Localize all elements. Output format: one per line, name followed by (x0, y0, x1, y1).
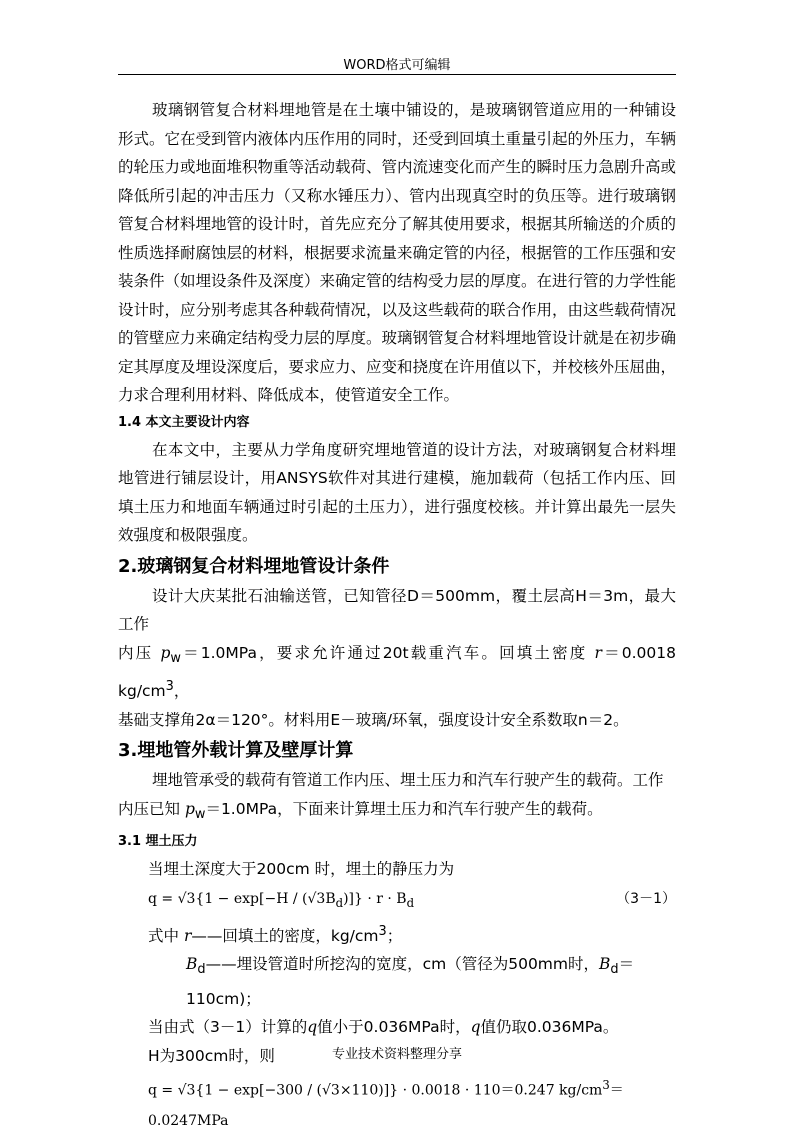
text-fragment: ； (386, 926, 403, 945)
symbol-q: q (470, 1018, 481, 1037)
text-fragment: ＝110cm)； (186, 955, 635, 1008)
page-header: WORD格式可编辑 (343, 58, 451, 73)
subscript-d: d (197, 962, 206, 978)
symbol-r: r (183, 926, 192, 945)
section-1-4-heading: 1.4 本文主要设计内容 (118, 414, 250, 430)
where-line (148, 918, 676, 951)
bd-definition-line (186, 950, 676, 1013)
symbol-b: B (599, 955, 611, 974)
subscript-w: w (170, 650, 181, 666)
equation-text: )]} · r · B (343, 890, 407, 907)
symbol-p: p (184, 799, 195, 818)
superscript: 3 (602, 1078, 610, 1093)
text-fragment: ——埋设管道时所挖沟的宽度，cm（管径为500mm时， (205, 955, 599, 974)
equation-text: ＝0.0247MPa (148, 1083, 624, 1130)
subscript-d: d (335, 895, 344, 910)
superscript: 3 (165, 679, 174, 695)
section-3-1-line-1: 当埋土深度大于200cm 时，埋土的静压力为 (148, 860, 455, 879)
symbol-p: p (160, 643, 171, 662)
text-fragment: 值小于0.036MPa时， (317, 1018, 471, 1037)
symbol-q: q (307, 1018, 318, 1037)
intro-paragraph: 玻璃钢管复合材料埋地管是在土壤中铺设的，是玻璃钢管道应用的一种铺设形式。它在受到管内液体内压作用的同时，还受到回填土重量引起的外压力，车辆的轮压力或地面堆积物重等活动载荷、管内流速变化而产生的瞬时压力急剧升高或降低所引起的冲击压力（又称水锤压力）、管内出现真空时的负压等。进行玻璃钢管复合材料埋地管的设计时，首先应充分了解其使用要求，根据其所输送的介质的性质选择耐腐蚀层的材料，根据要求流量来确定管的内径，根据管的工作压强和安装条件（如埋设条件及深度）来确定管的结构受力层的厚度。在进行管的力学性能设计时，应分别考虑其各种载荷情况，以及这些载荷的联合作用，由这些载荷情况的管壁应力来确定结构受力层的厚度。玻璃钢管复合材料埋地管设计就是在初步确定其厚度及埋设深度后，要求应力、应变和挠度在许用值以下，并校核外压屈曲，力求合理利用材料、降低成本，使管道安全工作。 (118, 101, 677, 404)
header-divider (118, 74, 676, 75)
text-fragment: ， (173, 682, 190, 701)
equation-3-1 (148, 884, 676, 918)
symbol-b: B (186, 955, 198, 974)
text-fragment: ——回填土的密度，kg/cm (191, 926, 379, 945)
subscript-d: d (406, 895, 415, 910)
superscript: 3 (378, 923, 387, 939)
symbol-r: r (594, 643, 602, 662)
section-3-line-1: 埋地管承受的载荷有管道工作内压、埋土压力和汽车行驶产生的载荷。工作 (152, 771, 664, 790)
section-3-line-2 (118, 795, 676, 830)
text-fragment: 内压已知 (118, 799, 185, 818)
equation-result (148, 1070, 676, 1136)
section-1-4-paragraph: 在本文中，主要从力学角度研究埋地管道的设计方法，对玻璃钢复合材料埋地管进行铺层设计，用ANSYS软件对其进行建模，施加载荷（包括工作内压、回填土压力和地面车辆通过时引起的土压力），进行强度校核。并计算出最先一层失效强度和极限强度。 (118, 440, 676, 544)
equation-text: q = √3{1 − exp[−300 / (√3×110)]} · 0.0018 · 110＝0.247 kg/cm (148, 1083, 603, 1100)
subscript-d: d (610, 962, 619, 978)
section-2-line-1: 设计大庆某批石油输送管，已知管径D＝500mm，覆土层高H＝3m，最大工作 (118, 586, 676, 633)
h300-line: H为300cm时，则 (148, 1046, 275, 1065)
document-body (118, 96, 676, 1136)
section-3-1-heading: 3.1 埋土压力 (118, 834, 198, 850)
condition-line (148, 1013, 676, 1042)
text-fragment: 式中 (148, 926, 184, 945)
text-fragment: ＝1.0MPa，下面来计算埋土压力和汽车行驶产生的载荷。 (205, 799, 603, 818)
text-fragment: 值仍取0.036MPa。 (480, 1018, 619, 1037)
page-footer: 专业技术资料整理分享 (331, 1047, 462, 1062)
text-fragment: ＝1.0MPa，要求允许通过20t载重汽车。回填土密度 (180, 643, 595, 662)
section-2-line-3: 基础支撑角2α＝120°。材料用E－玻璃/环氧，强度设计安全系数取n＝2。 (118, 710, 629, 729)
text-fragment: 内压 (118, 643, 161, 662)
text-fragment: 当由式（3－1）计算的 (148, 1018, 308, 1037)
equation-text: q = √3{1 − exp[−H / (√3B (148, 890, 336, 907)
equation-number: （3－1） (616, 890, 676, 907)
section-2-heading: 2.玻璃钢复合材料埋地管设计条件 (118, 555, 390, 577)
section-3-heading: 3.埋地管外载计算及壁厚计算 (118, 740, 354, 762)
subscript-w: w (194, 806, 206, 822)
text-fragment: ＝0.0018 kg/cm (118, 643, 676, 701)
section-2-line-2 (118, 639, 676, 706)
